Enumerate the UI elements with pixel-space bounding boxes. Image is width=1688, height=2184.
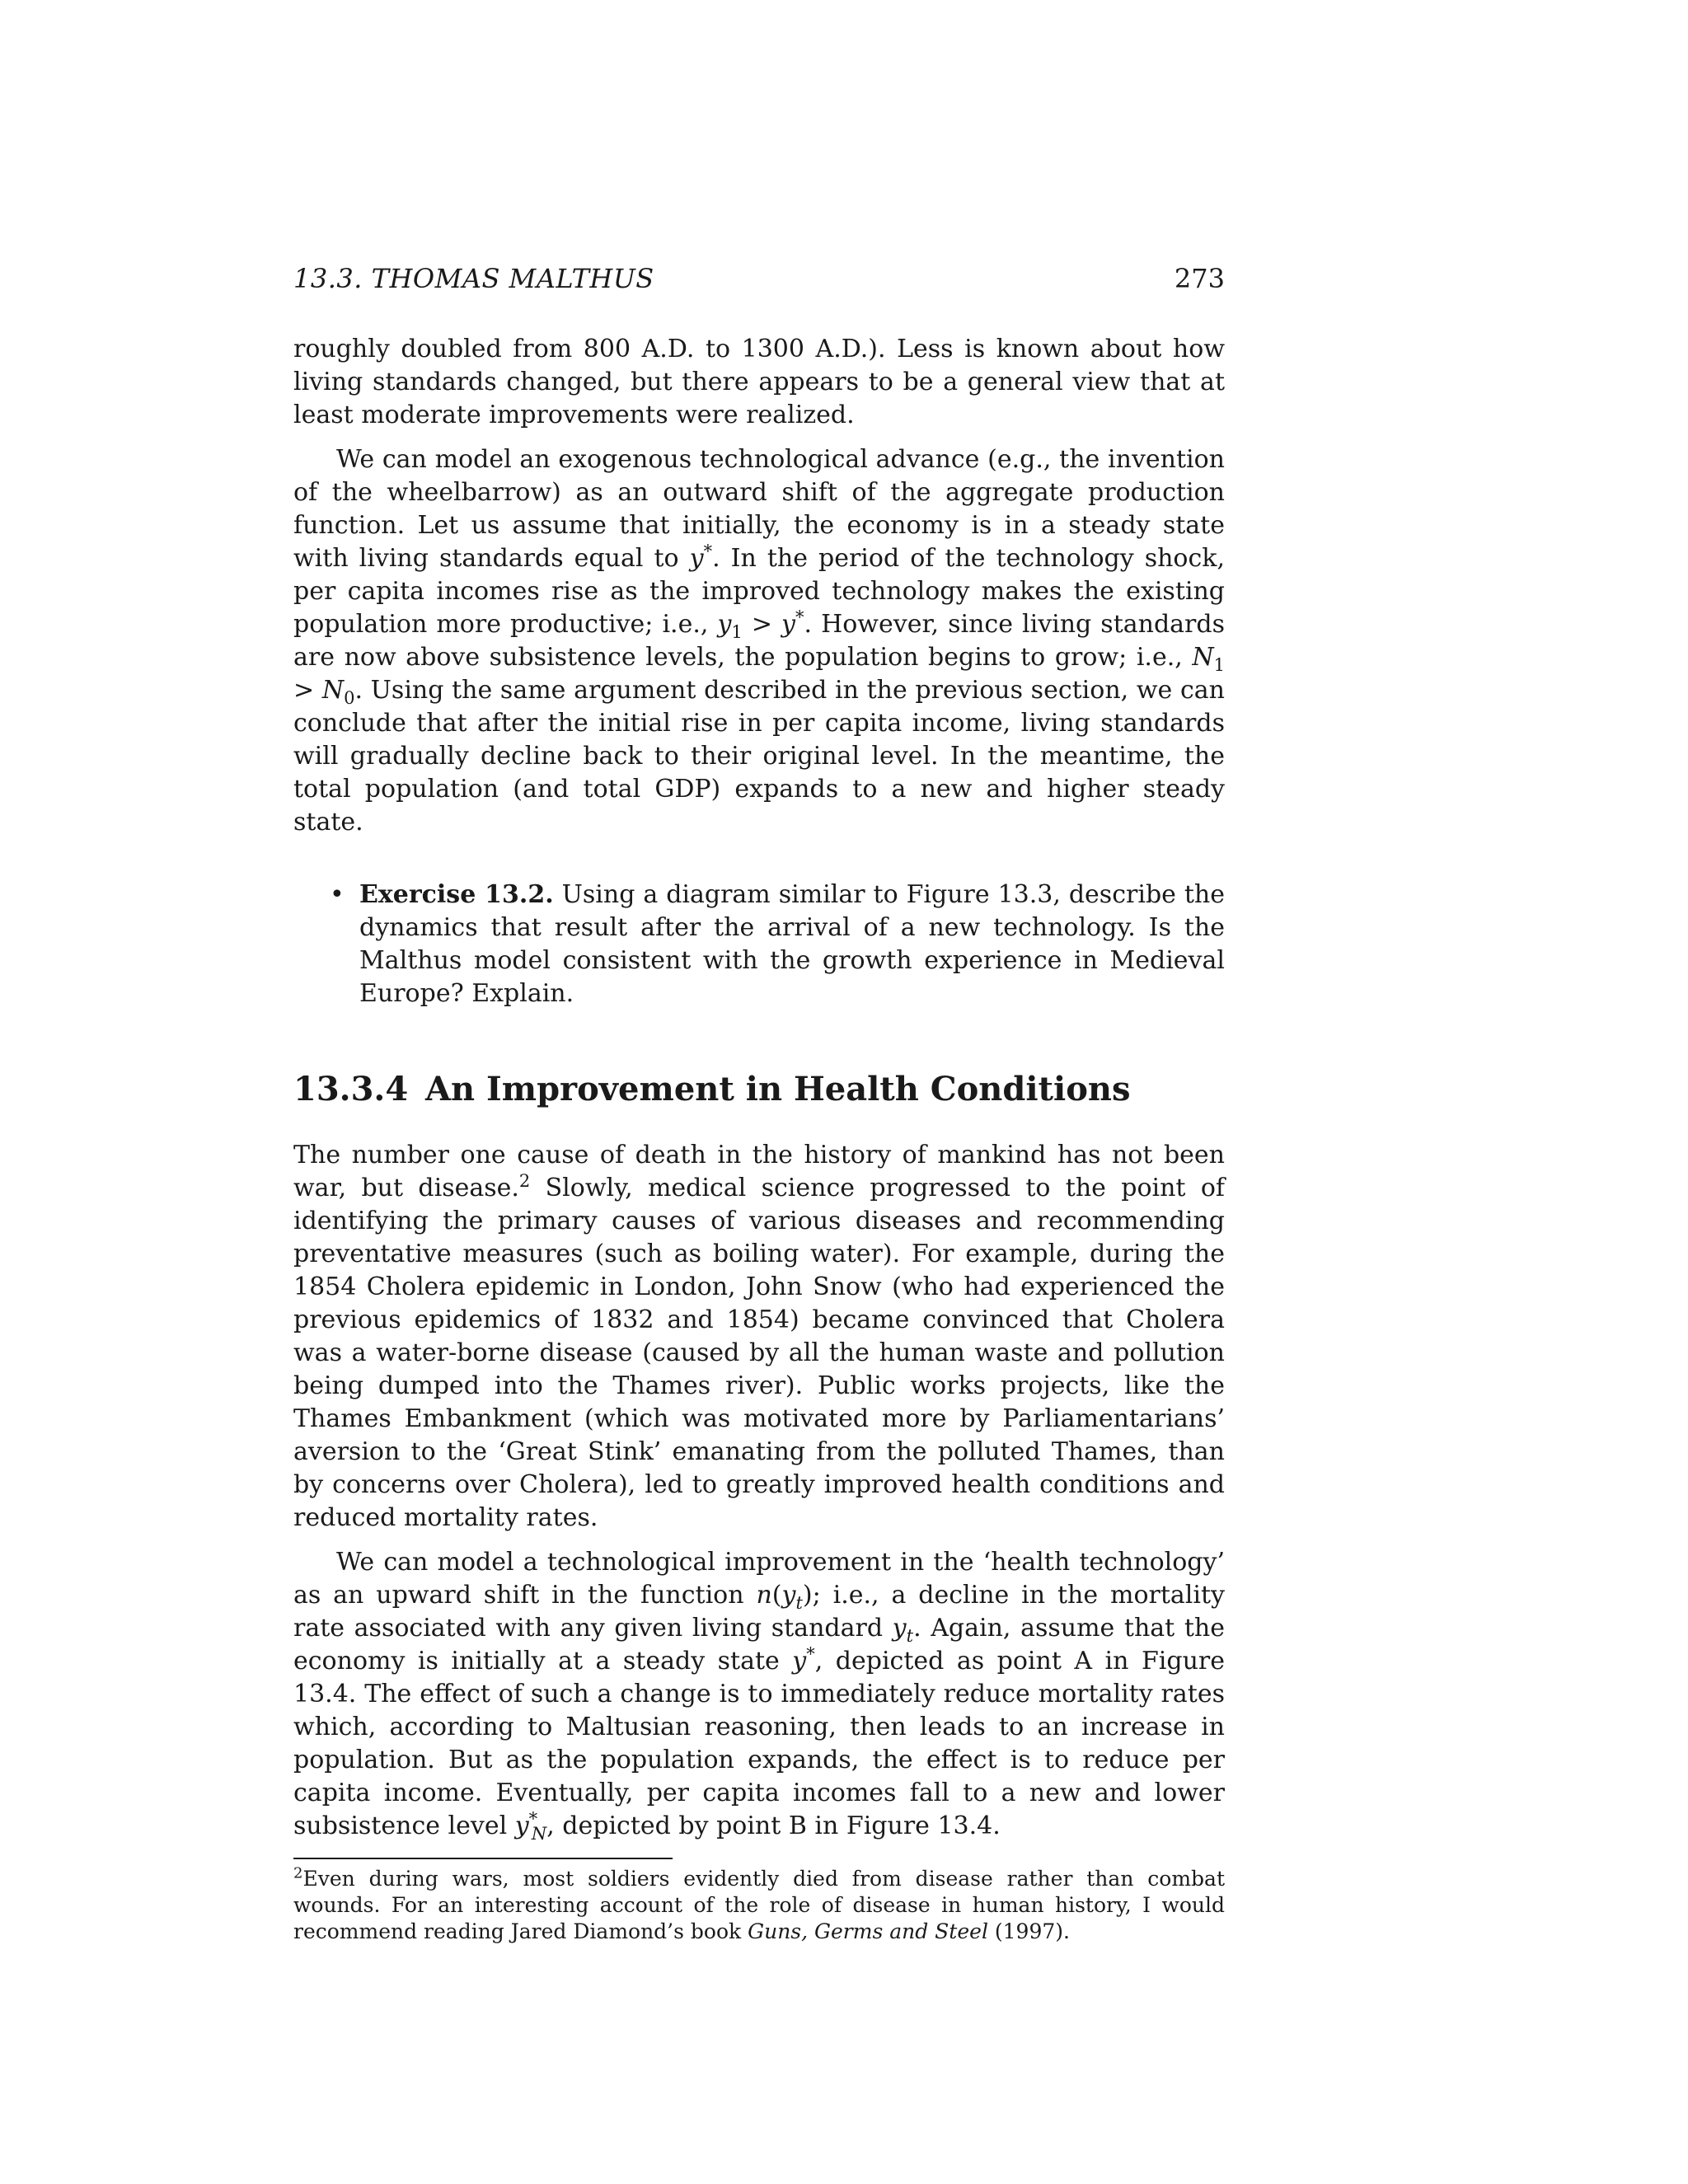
footnote-mark: 2 — [293, 1864, 303, 1882]
section-number: 13.3.4 — [293, 1069, 409, 1108]
book-title: Guns, Germs and Steel — [748, 1919, 988, 1943]
exercise-text: Exercise 13.2. Using a diagram similar to Figure 13.3, describe the dynamics that result after the arrival of a new technology. Is the Malthus model consistent with the growth experience in Medieval Europe? Explain. — [359, 879, 1225, 1008]
section-title: An Improvement in Health Conditions — [425, 1069, 1131, 1108]
section-heading — [293, 1070, 1225, 1109]
page-body — [293, 262, 1225, 1945]
section-running-title: 13.3. THOMAS MALTHUS — [293, 263, 654, 294]
exercise-13-2 — [330, 879, 1225, 1010]
paragraph-continuation: roughly doubled from 800 A.D. to 1300 A.D.). Less is known about how living standards changed, but there appears to be a general view that at least moderate improvements were realized. — [293, 334, 1225, 429]
footnote-divider — [293, 1858, 673, 1859]
paragraph-disease: The number one cause of death in the history of mankind has not been war, but disease.$^2$ Slowly, medical science progressed to the point of identifying the primary causes of various diseases and recommending preventative measures (such as boiling water). For example, during the 1854 Cholera epidemic in London, John Snow (who had experienced the previous epidemics of 1832 and 1854) became convinced that Cholera was a water-borne disease (caused by all the human waste and pollution being dumped into the Thames river). Public works projects, like the Thames Embankment (which was motivated more by Parliamentarians’ aversion to the ‘Great Stink’ emanating from the polluted Thames, than by concerns over Cholera), led to greatly improved health conditions and reduced mortality rates. — [293, 1140, 1225, 1532]
paragraph-health-technology: We can model a technological improvement in the ‘health technology’ as an upward shift in the function $n(y_t)$; i.e., a decline in the mortality rate associated with any given living standard $y_t$. Again, assume that the economy is initially at a steady state y*, depicted as point A in Figure 13.4. The effect of such a change is to immediately reduce mortality rates which, according to Maltusian reasoning, then leads to an increase in population. But as the population expands, the effect is to reduce per capita income. Eventually, per capita incomes fall to a new and lower subsistence level $y^*_N$, depicted by point B in Figure 13.4. — [293, 1547, 1225, 1844]
exercise-label: Exercise 13.2. — [359, 879, 554, 909]
paragraph-technology-advance: We can model an exogenous technological advance (e.g., the invention of the wheelbarrow) as an outward shift of the aggregate production function. Let us assume that initially, the economy is in a steady state with living standards equal to y*. In the period of the technology shock, per capita incomes rise as the improved technology makes the existing population more productive; i.e., $y_1 > y^*$. However, since living standards are now above subsistence levels, the population begins to grow; i.e., $N_1 > N_0$. Using the same argument described in the previous section, we can conclude that after the initial rise in per capita income, living standards will gradually decline back to their original level. In the meantime, the total population (and total GDP) expands to a new and higher steady state. — [293, 444, 1225, 837]
running-header — [293, 262, 1225, 297]
page-number: 273 — [1174, 263, 1225, 294]
footnote-reference: 2 — [518, 1170, 531, 1191]
footnote: $^2$Even during wars, most soldiers evidently died from disease rather than combat wounds. For an interesting account of the role of disease in human history, I would recommend reading Jared Diamond’s book Guns, Germs and Steel (1997). — [293, 1864, 1225, 1943]
bullet-icon: • — [330, 879, 345, 909]
